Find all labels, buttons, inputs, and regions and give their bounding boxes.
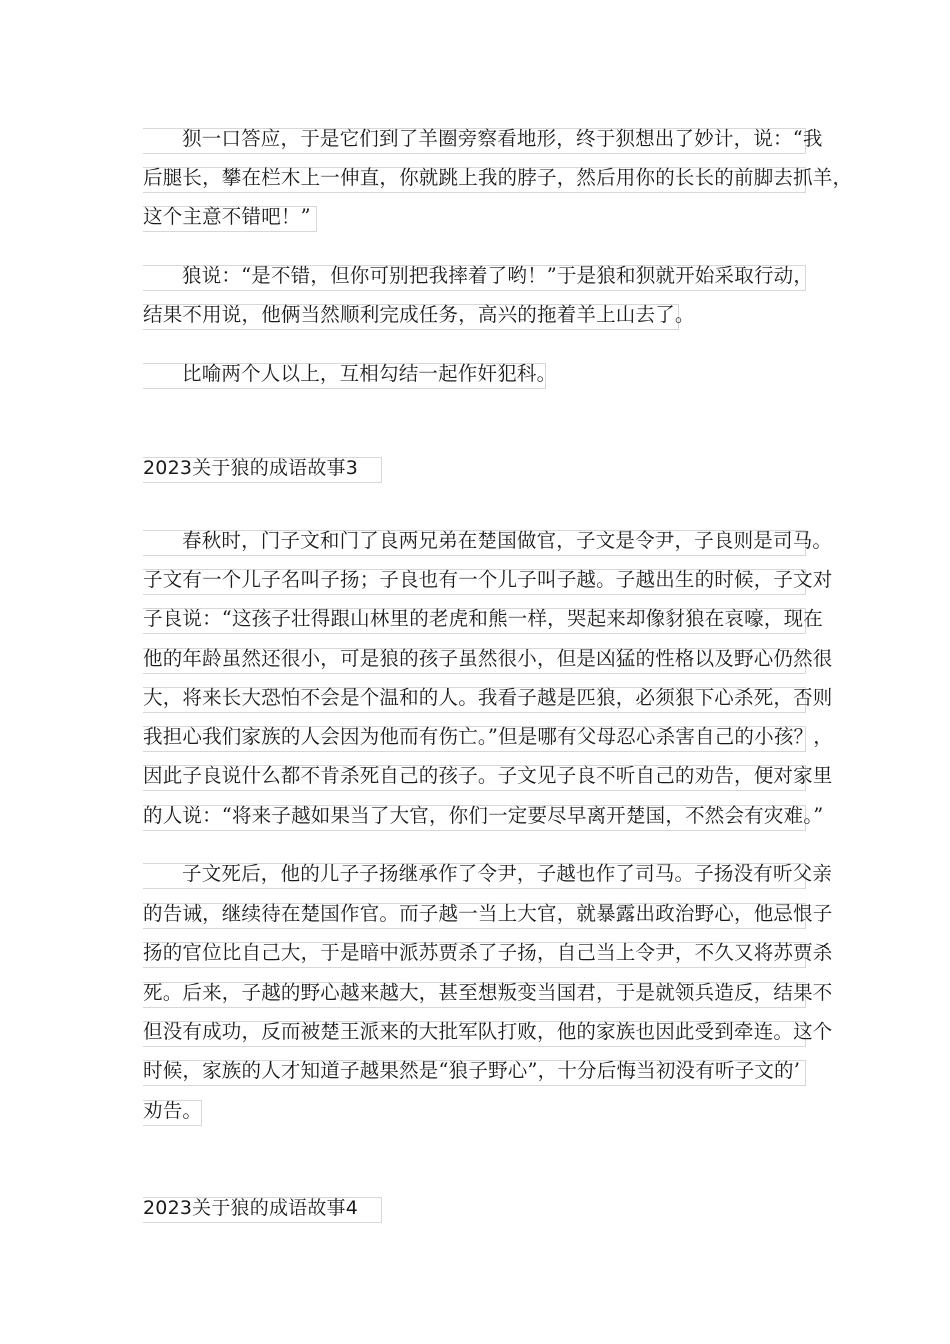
line-text: 因此子良说什么都不肯杀死自己的孩子。子文见子良不听自己的劝告，便对家里: [143, 764, 833, 787]
line-text: 后腿长，攀在栏木上一伸直，你就跳上我的脖子，然后用你的长长的前脚去抓羊，: [143, 166, 853, 189]
paragraph-line: [143, 862, 833, 889]
line-text: 劝告。: [143, 1099, 203, 1122]
line-text: 但没有成功，反而被楚王派来的大批军队打败，他的家族也因此受到牵连。这个: [143, 1020, 833, 1043]
paragraph-line: [143, 127, 823, 154]
paragraph-line: [143, 166, 853, 193]
line-text: 扬的官位比自己大，于是暗中派苏贾杀了子扬，自己当上令尹，不久又将苏贾杀: [143, 941, 833, 964]
paragraph-line: [143, 941, 833, 968]
line-text: 子良说：“这孩子壮得跟山林里的老虎和熊一样，哭起来却像豺狼在哀嚎，现在: [143, 607, 823, 630]
line-text: 比喻两个人以上，互相勾结一起作奸犯科。: [182, 362, 557, 385]
line-text: 大，将来长大恐怕不会是个温和的人。我看子越是匹狼，必须狠下心杀死，否则: [143, 686, 833, 709]
line-text: 这个主意不错吧！”: [143, 205, 311, 228]
section-heading: [143, 457, 382, 483]
line-text: 子文有一个儿子名叫子扬；子良也有一个儿子叫子越。子越出生的时候，子文对: [143, 568, 833, 591]
paragraph-line: [143, 1100, 202, 1126]
paragraph-line: [143, 1020, 833, 1047]
paragraph-line: [143, 981, 833, 1008]
line-text: 我担心我们家族的人会因为他而有伤亡。”但是哪有父母忍心杀害自己的小孩？，: [143, 725, 833, 748]
line-text: 的人说：“将来子越如果当了大官，你们一定要尽早离开楚国，不然会有灾难。”: [143, 804, 824, 827]
paragraph-line: [143, 206, 317, 232]
line-text: 时候，家族的人才知道子越果然是“狼子野心”，十分后悔当初没有听子文的’: [143, 1059, 801, 1082]
line-text: 结果不用说，他俩当然顺利完成任务，高兴的拖着羊上山去了。: [143, 303, 695, 326]
line-text: 春秋时，门子文和门了良两兄弟在楚国做官，子文是令尹，子良则是司马。: [182, 529, 833, 552]
paragraph-line: [143, 764, 833, 791]
paragraph-line: [143, 264, 814, 291]
paragraph-line: [143, 607, 823, 634]
line-text: 死。后来，子越的野心越来越大，甚至想叛变当国君，于是就领兵造反，结果不: [143, 981, 833, 1004]
paragraph-line: [143, 362, 557, 389]
line-text: 的告诫，继续待在楚国作官。而子越一当上大官，就暴露出政治野心，他忌恨子: [143, 902, 833, 925]
paragraph-line: [143, 725, 833, 752]
paragraph-line: [143, 686, 833, 713]
line-text: 子文死后，他的儿子子扬继承作了令尹，子越也作了司马。子扬没有听父亲: [182, 862, 833, 885]
paragraph-line: [143, 303, 695, 330]
line-text: 他的年龄虽然还很小，可是狼的孩子虽然很小，但是凶猛的性格以及野心仍然很: [143, 647, 833, 670]
heading-text: 2023关于狼的成语故事3: [143, 457, 359, 479]
section-heading: [143, 1197, 382, 1223]
paragraph-line: [143, 902, 833, 929]
paragraph-line: [143, 529, 833, 556]
paragraph-line: [143, 804, 824, 831]
line-text: 狼说：“是不错，但你可别把我摔着了哟！”于是狼和狈就开始采取行动，: [182, 264, 814, 287]
paragraph-line: [143, 1060, 806, 1086]
paragraph-line: [143, 568, 833, 595]
paragraph-line: [143, 647, 833, 674]
line-text: 狈一口答应，于是它们到了羊圈旁察看地形，终于狈想出了妙计，说：“我: [182, 127, 823, 150]
heading-text: 2023关于狼的成语故事4: [143, 1197, 359, 1219]
